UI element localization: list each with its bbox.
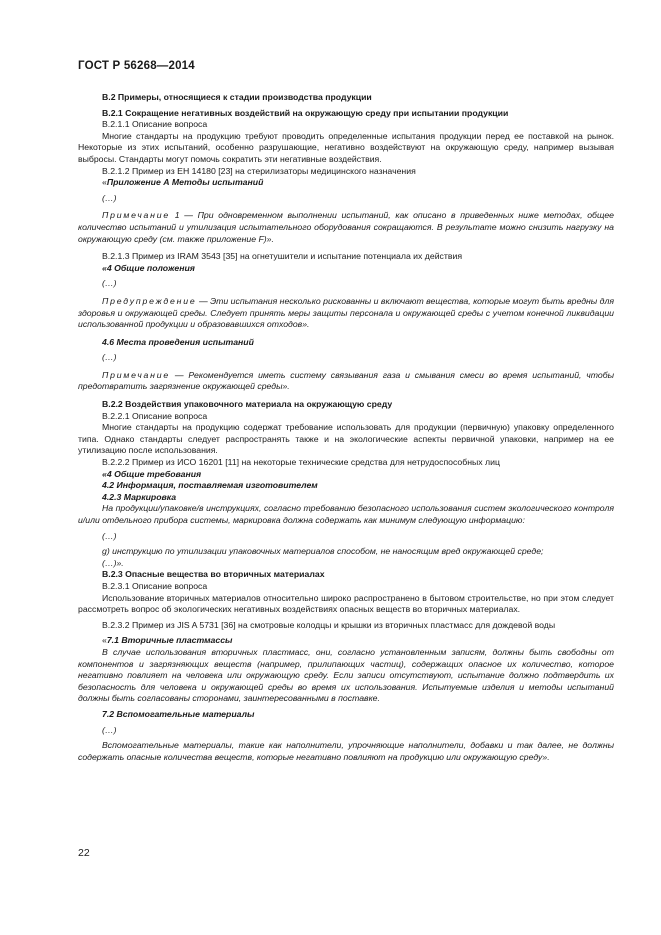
ellipsis-close: (…)». [102,557,124,568]
item-g: g) инструкцию по утилизации упаковочных материалов способом, не наносящим вред окружающей среде; [102,546,544,557]
note-label: Примечание [102,369,171,380]
warning-label: Предупреждение [102,295,197,306]
clause-4-2-3: 4.2.3 Маркировка [102,491,177,502]
clause-4-6: 4.6 Места проведения испытаний [102,336,254,347]
ellipsis: (…) [102,530,117,541]
clause-b213: B.2.1.3 Пример из IRAM 3543 [35] на огнетушители и испытание потенциала их действия [102,251,463,262]
paragraph-secondary-materials: Использование вторичных материалов относительно широко распространено в бытовом строительстве, но при этом следует рассмотреть вопрос об экологических негативных воздействиях опасных веществ во вторичных материалах. [78,592,614,615]
ellipsis: (…) [102,724,117,735]
clause-b222: B.2.2.2 Пример из ИСО 16201 [11] на некоторые технические средства для нетрудоспособных лиц [102,457,500,468]
clause-b232: B.2.3.2 Пример из JIS A 5731 [36] на смотровые колодцы и крышки из вторичных пластмасс для дождевой воды [102,619,556,630]
clause-b212: B.2.1.2 Пример из ЕН 14180 [23] на стерилизаторы медицинского назначения [102,165,416,176]
quote-7-1-title: 7.1 Вторичные пластмассы [106,635,233,646]
quote-general-provisions: «4 Общие положения [102,262,195,273]
ellipsis: (…) [102,278,117,289]
paragraph-auxiliary-materials: Вспомогательные материалы, такие как наполнители, упрочняющие наполнители, добавки и так далее, не должны содержать опасные количества веществ, которые негативно повлияют на продукцию или окружающую среду». [78,740,614,762]
quote-open-mark: « [102,177,107,188]
ellipsis: (…) [102,352,117,363]
clause-7-2: 7.2 Вспомогательные материалы [102,708,255,719]
paragraph-packaging: Многие стандарты на продукцию содержат требование использовать для продукции (первичную) упаковку определенного типа. Однако стандарты следует распространять также и на экологические аспекты первичной упаковки, например на ее утилизацию после использования. [78,422,614,456]
page-number: 22 [78,847,90,859]
section-heading-b2: B.2 Примеры, относящиеся к стадии производства продукции [102,92,372,102]
warning-note [78,296,614,331]
note-1 [78,210,614,245]
paragraph-secondary-plastics: В случае использования вторичных пластмасс, они, согласно установленным записям, должны быть свободны от компонентов и загрязняющих веществ (например, прилипающих частиц), содержащих опасное их количество, которое негативно повлияет на человека или окружающую среду. Если записи отсутствуют, испытание должно подтвердить их безопасность для человека и окружающей среды во время их использования. Испытуемые изделия и методы испытаний должны быть согласованы сторонами, заинтересованными в поставке. [78,646,614,704]
quote-open-mark: « [102,635,107,646]
subsection-heading-b21: B.2.1 Сокращение негативных воздействий на окружающую среду при испытании продукции [102,107,509,118]
paragraph-marking: На продукции/упаковке/в инструкциях, согласно требованию безопасного использования систем экологического контроля и/или отдельного прибора системы, маркировка должна содержать как минимум следующую информацию: [78,503,614,525]
document-body [78,92,614,763]
quote-general-requirements: «4 Общие требования [102,468,202,479]
ellipsis: (…) [102,192,117,203]
subsection-heading-b23: B.2.3 Опасные вещества во вторичных материалах [102,569,325,580]
subsection-heading-b22: B.2.2 Воздействия упаковочного материала на окружающую среду [102,399,393,410]
clause-b211: B.2.1.1 Описание вопроса [102,119,208,130]
document-header: ГОСТ Р 56268—2014 [78,60,195,72]
warning-text: — Эти испытания несколько рискованны и включают вещества, которые могут быть вредны для здоровья и окружающей среды. Следует принять меры защиты персонала и окружающей среды с учетом конечной ликвидации использованной продукции и образовавшихся отходов». [78,295,614,330]
clause-4-2: 4.2 Информация, поставляемая изготовителем [102,480,318,491]
quote-annex-a [78,177,614,189]
paragraph-testing: Многие стандарты на продукцию требуют проводить определенные испытания продукции перед ее поставкой на рынок. Некоторые из этих испытаний, особенно разрушающие, негативно воздействуют на окружающую среду, например вызывая выбросы. Стандарты могут помочь сократить эти негативные воздействия. [78,130,614,164]
quote-7-1 [78,635,614,647]
clause-b231: B.2.3.1 Описание вопроса [102,580,208,591]
note-label: Примечание [102,210,171,221]
note-2 [78,370,614,393]
note-1-text: 1 — При одновременном выполнении испытаний, как описано в приведенных ниже методах, общее количество испытаний и утилизация испытательного оборудования сокращаются. В результате можно снизить нагрузку на окружающую среду (см. также приложение F)». [78,210,614,244]
clause-b221: B.2.2.1 Описание вопроса [102,410,208,421]
quote-annex-a-title: Приложение А Методы испытаний [106,177,264,188]
note-2-text: — Рекомендуется иметь систему связывания газа и смывания смеси во время испытаний, чтобы предотвратить загрязнение окружающей среды». [78,369,614,392]
